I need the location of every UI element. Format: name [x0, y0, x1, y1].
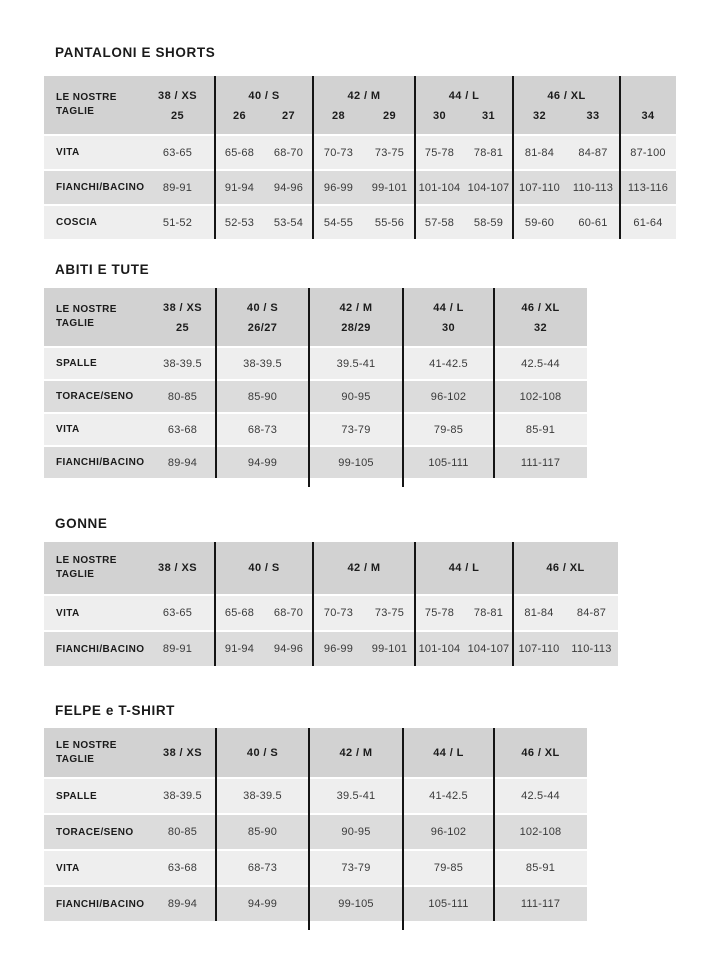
size-numbers-row	[140, 110, 215, 134]
cell-value: 53-54	[273, 216, 304, 229]
table-row	[44, 596, 618, 630]
row-label: COSCIA	[56, 217, 98, 228]
size-numbers-row	[149, 322, 216, 346]
size-numbers-row	[215, 110, 313, 134]
size-group-cell	[215, 542, 313, 594]
cell-value: 89-91	[162, 643, 193, 655]
size-number: 30	[432, 110, 447, 122]
cell-value: 85-90	[247, 826, 278, 838]
size-table	[44, 542, 618, 666]
size-numbers-row	[309, 322, 403, 346]
cell-value: 68-70	[273, 607, 304, 619]
cell-value: 73-79	[341, 862, 371, 874]
cell-value: 110-113	[572, 181, 614, 194]
group-divider	[402, 728, 404, 930]
size-group-label: 44 / L	[448, 562, 480, 574]
cell-value: 90-95	[341, 390, 371, 403]
cell-value: 38-39.5	[163, 790, 202, 802]
cell-value: 87-100	[630, 146, 666, 159]
cell-value: 70-73	[323, 146, 354, 159]
size-group-cell	[216, 728, 309, 777]
size-group-label: 40 / S	[246, 746, 279, 759]
cell-value: 41-42.5	[429, 357, 468, 370]
size-number: 33	[586, 110, 600, 122]
size-number: 31	[481, 110, 496, 122]
cell-value: 70-73	[323, 607, 354, 619]
size-group-cell	[216, 288, 309, 346]
section-pantaloni-e-shorts	[44, 45, 720, 239]
cell-value: 101-104	[418, 643, 461, 655]
cell-value: 73-75	[374, 146, 405, 159]
group-divider	[493, 728, 495, 921]
cell-value: 94-99	[247, 456, 278, 469]
cell-value: 94-96	[273, 643, 304, 655]
cell-value: 96-99	[323, 643, 354, 655]
cell-value: 39.5-41	[336, 790, 376, 802]
size-group-label: 38 / XS	[163, 302, 202, 314]
size-group-label: 42 / M	[347, 562, 381, 574]
cell-value: 80-85	[167, 826, 198, 838]
size-group-label: 40 / S	[248, 562, 280, 574]
size-group-cell	[149, 728, 216, 777]
size-numbers-row	[313, 110, 415, 134]
cell-value: 79-85	[433, 862, 464, 874]
cell-value: 96-102	[430, 390, 467, 403]
table-row	[44, 851, 587, 885]
group-divider	[619, 76, 621, 239]
cell-value: 110-113	[571, 643, 612, 655]
cell-value: 111-117	[520, 898, 561, 910]
group-divider	[414, 76, 416, 239]
cell-value: 104-107	[467, 643, 510, 655]
cell-value: 85-91	[525, 862, 556, 874]
group-divider	[308, 728, 310, 930]
size-table	[44, 76, 676, 239]
cell-value: 84-87	[578, 146, 608, 159]
size-numbers-row	[403, 322, 494, 346]
size-number: 32	[533, 322, 548, 334]
size-group-cell	[140, 76, 215, 134]
cell-value: 105-111	[428, 898, 469, 910]
size-group-cell	[309, 728, 403, 777]
cell-value: 96-99	[323, 181, 354, 194]
cell-value: 105-111	[428, 456, 469, 469]
cell-value: 68-73	[247, 862, 278, 874]
row-label: VITA	[56, 862, 80, 874]
size-group-label: 38 / XS	[163, 746, 202, 759]
cell-value: 99-105	[338, 456, 374, 469]
cell-value: 107-110	[518, 643, 560, 655]
size-group-cell	[215, 76, 313, 134]
cell-value: 111-117	[520, 456, 561, 469]
cell-value: 63-65	[162, 146, 193, 159]
size-group-cell	[403, 728, 494, 777]
size-group-label: 40 / S	[248, 90, 280, 102]
section-title: FELPE e T-SHIRT	[55, 703, 176, 718]
cell-value: 101-104	[418, 181, 461, 194]
cell-value: 63-65	[162, 607, 193, 619]
cell-value: 38-39.5	[163, 357, 202, 370]
group-divider	[402, 288, 404, 487]
size-group-label: 44 / L	[448, 90, 480, 102]
corner-label: LE NOSTRE TAGLIE	[56, 555, 117, 580]
cell-value: 68-70	[273, 146, 304, 159]
size-group-label: 46 / XL	[547, 90, 586, 102]
cell-value: 99-105	[338, 898, 374, 910]
table-row	[44, 381, 587, 412]
row-label: TORACE/SENO	[56, 826, 134, 838]
size-group-label: 38 / XS	[158, 90, 197, 102]
cell-value: 60-61	[578, 216, 608, 229]
cell-value: 91-94	[224, 181, 255, 194]
cell-value: 99-101	[371, 181, 408, 194]
cell-value: 39.5-41	[336, 357, 376, 370]
table-row	[44, 136, 676, 169]
cell-value: 38-39.5	[243, 357, 282, 370]
size-number: 29	[382, 110, 397, 122]
cell-value: 75-78	[424, 607, 455, 619]
cell-value: 90-95	[341, 826, 371, 838]
cell-value: 65-68	[224, 146, 255, 159]
cell-value: 102-108	[519, 390, 562, 403]
group-divider	[493, 288, 495, 478]
cell-value: 81-84	[524, 607, 554, 619]
group-divider	[312, 542, 314, 666]
group-divider	[512, 76, 514, 239]
size-group-cell	[415, 76, 513, 134]
group-divider	[512, 542, 514, 666]
size-group-label: 44 / L	[433, 302, 464, 314]
cell-value: 84-87	[576, 607, 607, 619]
size-number: 27	[281, 110, 296, 122]
cell-value: 96-102	[430, 826, 467, 838]
cell-value: 102-108	[519, 826, 562, 838]
table-row	[44, 348, 587, 379]
size-number: 25	[175, 322, 190, 334]
cell-value: 79-85	[433, 423, 464, 436]
section-title: GONNE	[55, 516, 108, 531]
size-group-cell	[494, 728, 587, 777]
row-label: SPALLE	[56, 790, 98, 802]
size-number: 28	[331, 110, 346, 122]
size-group-label: 40 / S	[246, 302, 279, 314]
group-divider	[308, 288, 310, 487]
cell-value: 58-59	[473, 216, 504, 229]
table-row	[44, 632, 618, 666]
table-header-row	[44, 76, 676, 134]
size-group-cell	[313, 542, 415, 594]
cell-value: 113-116	[627, 181, 669, 194]
row-label: TORACE/SENO	[56, 391, 134, 402]
group-divider	[414, 542, 416, 666]
size-group-label: 42 / M	[339, 302, 373, 314]
table-header-row	[44, 542, 618, 594]
cell-value: 73-79	[341, 423, 371, 436]
cell-value: 73-75	[374, 607, 405, 619]
size-table	[44, 728, 587, 921]
section-felpe-e-tshirt	[44, 703, 720, 921]
cell-value: 89-94	[167, 898, 198, 910]
table-row	[44, 206, 676, 239]
size-number: 25	[170, 110, 185, 122]
table-row	[44, 171, 676, 204]
size-group-label: 46 / XL	[521, 746, 560, 759]
size-numbers-row	[216, 322, 309, 346]
table-row	[44, 414, 587, 445]
cell-value: 80-85	[167, 390, 198, 403]
cell-value: 38-39.5	[243, 790, 282, 802]
size-group-cell	[620, 76, 676, 134]
cell-value: 68-73	[247, 423, 278, 436]
size-table	[44, 288, 587, 478]
size-group-label	[620, 76, 676, 110]
cell-value: 57-58	[424, 216, 455, 229]
size-group-label: 46 / XL	[546, 562, 585, 574]
row-label: SPALLE	[56, 358, 98, 369]
group-divider	[214, 542, 216, 666]
size-group-cell	[313, 76, 415, 134]
section-gonne	[44, 516, 720, 666]
cell-value: 91-94	[224, 643, 255, 655]
cell-value: 89-94	[167, 456, 198, 469]
corner-label: LE NOSTRE TAGLIE	[56, 92, 117, 117]
size-group-label: 42 / M	[347, 90, 381, 102]
row-label: FIANCHI/BACINO	[56, 898, 145, 910]
size-group-label: 42 / M	[339, 746, 373, 759]
cell-value: 81-84	[524, 146, 555, 159]
table-row	[44, 779, 587, 813]
section-title: ABITI E TUTE	[55, 262, 150, 277]
row-label: FIANCHI/BACINO	[56, 457, 145, 468]
size-number: 26/27	[247, 322, 278, 334]
size-group-cell	[309, 288, 403, 346]
size-group-cell	[513, 76, 620, 134]
cell-value: 55-56	[374, 216, 405, 229]
cell-value: 78-81	[473, 607, 504, 619]
size-group-cell	[149, 288, 216, 346]
table-header-row	[44, 288, 587, 346]
size-numbers-row	[513, 110, 620, 134]
cell-value: 52-53	[224, 216, 255, 229]
group-divider	[214, 76, 216, 239]
cell-value: 42.5-44	[521, 790, 560, 802]
size-number: 30	[441, 322, 456, 334]
size-group-cell	[494, 288, 587, 346]
cell-value: 42.5-44	[521, 357, 560, 370]
size-number: 34	[641, 110, 655, 122]
cell-value: 104-107	[467, 181, 510, 194]
table-header-row	[44, 728, 587, 777]
size-number: 26	[232, 110, 247, 122]
table-row	[44, 815, 587, 849]
cell-value: 94-96	[273, 181, 304, 194]
cell-value: 63-68	[167, 862, 198, 874]
size-number: 28/29	[341, 322, 371, 334]
cell-value: 78-81	[473, 146, 504, 159]
table-row	[44, 447, 587, 478]
cell-value: 85-90	[247, 390, 278, 403]
cell-value: 89-91	[162, 181, 193, 194]
section-abiti-e-tute	[44, 262, 720, 478]
cell-value: 61-64	[633, 216, 663, 229]
cell-value: 54-55	[323, 216, 354, 229]
size-group-cell	[403, 288, 494, 346]
cell-value: 65-68	[224, 607, 255, 619]
cell-value: 99-101	[371, 643, 408, 655]
corner-label: LE NOSTRE TAGLIE	[56, 304, 117, 329]
corner-label: LE NOSTRE TAGLIE	[56, 739, 117, 765]
cell-value: 94-99	[247, 898, 278, 910]
cell-value: 63-68	[167, 423, 198, 436]
size-group-cell	[415, 542, 513, 594]
size-group-label: 38 / XS	[158, 562, 197, 574]
row-label: VITA	[56, 147, 80, 158]
row-label: FIANCHI/BACINO	[56, 643, 145, 655]
row-label: VITA	[56, 607, 80, 619]
cell-value: 107-110	[519, 181, 560, 194]
cell-value: 85-91	[525, 423, 556, 436]
group-divider	[215, 728, 217, 921]
size-numbers-row	[494, 322, 587, 346]
size-numbers-row	[620, 110, 676, 134]
group-divider	[215, 288, 217, 478]
table-row	[44, 887, 587, 921]
section-title: PANTALONI E SHORTS	[55, 45, 216, 60]
size-group-label: 44 / L	[433, 746, 464, 759]
size-group-cell	[140, 542, 215, 594]
row-label: FIANCHI/BACINO	[56, 182, 145, 193]
cell-value: 41-42.5	[429, 790, 468, 802]
size-number: 32	[532, 110, 547, 122]
cell-value: 75-78	[424, 146, 455, 159]
group-divider	[312, 76, 314, 239]
cell-value: 59-60	[524, 216, 555, 229]
size-group-cell	[513, 542, 618, 594]
size-group-label: 46 / XL	[521, 302, 560, 314]
cell-value: 51-52	[162, 216, 193, 229]
row-label: VITA	[56, 424, 80, 435]
size-numbers-row	[415, 110, 513, 134]
